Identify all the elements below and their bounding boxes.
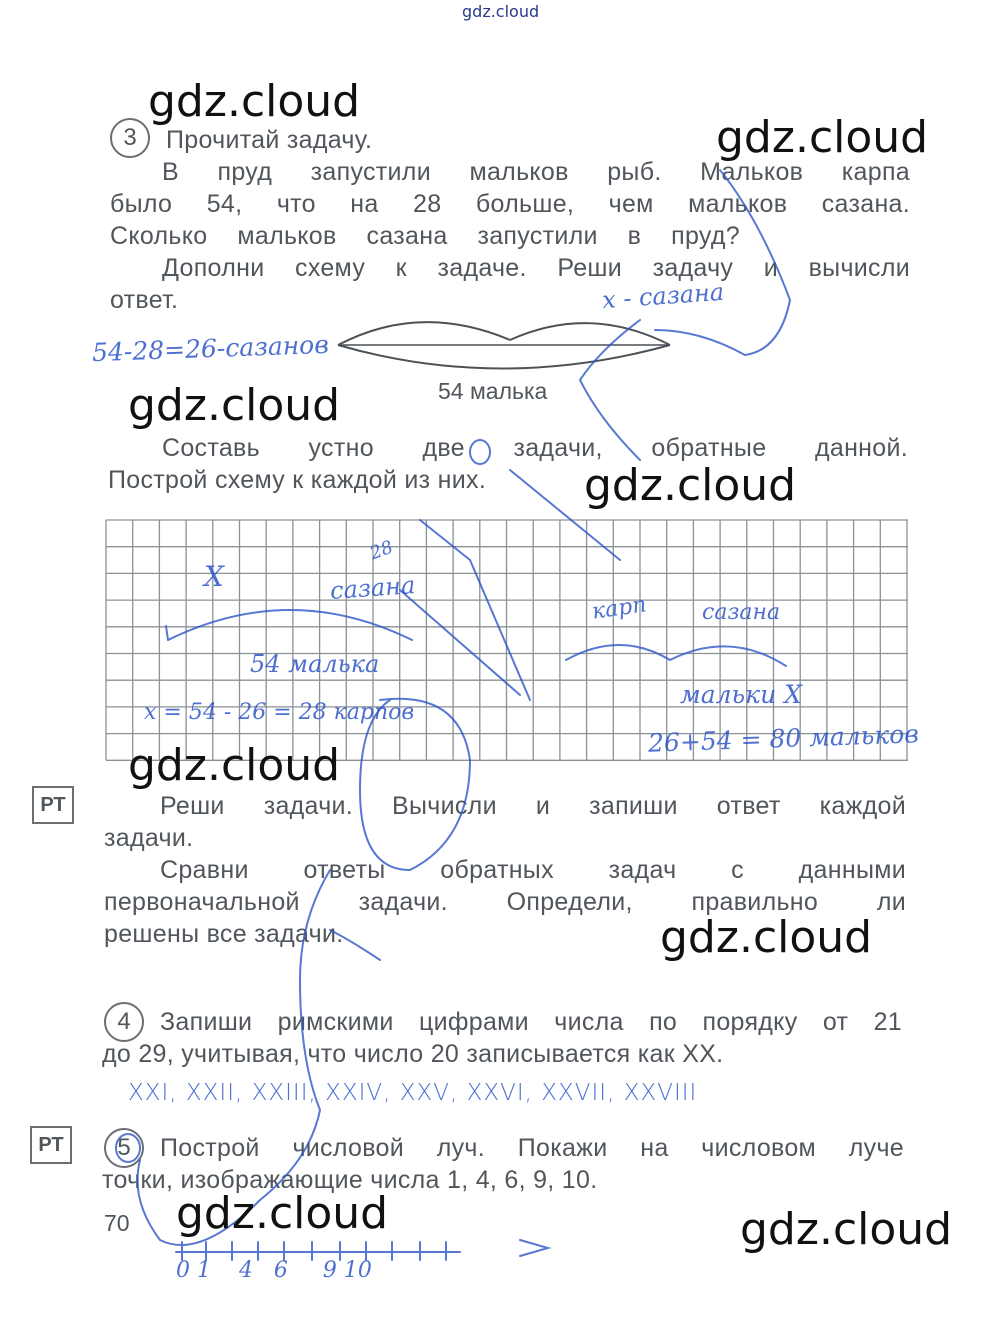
- watermark: gdz.cloud: [716, 112, 929, 163]
- hw-grid-eq1: х = 54 - 26 = 28 карпов: [144, 700, 415, 725]
- task3-problem-line: Сколько мальков сазана запустили в пруд?: [110, 222, 740, 250]
- task3-instruction-line: ответ.: [110, 286, 179, 314]
- top-watermark: gdz.cloud: [462, 2, 540, 21]
- watermark: gdz.cloud: [128, 380, 341, 431]
- hw-grid-sazana-left: сазана: [329, 571, 417, 605]
- rt-badge: РТ: [32, 786, 74, 824]
- hw-grid-malkov: мальки Х: [680, 680, 802, 709]
- watermark: gdz.cloud: [660, 912, 873, 963]
- hw-roman: XXI, XXII, XXIII, XXIV, XXV, XXVI, XXVII, XXVIII: [128, 1080, 698, 1106]
- task3-inverse-line: Составь устно две задачи, обратные данной.: [162, 434, 908, 462]
- task3-problem-line: было 54, что на 28 больше, чем мальков сазана.: [110, 190, 910, 218]
- rt-line: задачи.: [104, 824, 194, 852]
- task3-inverse-line: Построй схему к каждой из них.: [108, 466, 487, 494]
- rt-line: Сравни ответы обратных задач с данными: [160, 856, 906, 884]
- task4-line: до 29, учитывая, что число 20 записывается как XX.: [102, 1040, 724, 1068]
- task3-instruction-line: Дополни схему к задаче. Реши задачу и вычисли: [162, 254, 910, 282]
- hw-grid-54: 54 малька: [250, 650, 380, 678]
- watermark: gdz.cloud: [148, 76, 361, 127]
- hw-grid-sazana-right: сазана: [702, 600, 781, 625]
- scheme-label: 54 малька: [438, 378, 548, 404]
- task3-number: 3: [110, 118, 150, 158]
- rt-line: решены все задачи.: [104, 920, 344, 948]
- hw-grid-28: 28: [367, 536, 396, 565]
- task5-line: точки, изображающие числа 1, 4, 6, 9, 10.: [102, 1166, 598, 1194]
- task4-number: 4: [104, 1002, 144, 1042]
- hw-ray-numbers: 0 1 4 6 9 10: [176, 1258, 372, 1283]
- hw-x-sazana: х - сазана: [601, 277, 725, 315]
- task5-line: Построй числовой луч. Покажи на числовом луче: [160, 1134, 904, 1162]
- hw-solution: 54-28=26-сазанов: [91, 329, 330, 368]
- task4-line: Запиши римскими цифрами числа по порядку от 21: [160, 1008, 902, 1036]
- task3-heading: Прочитай задачу.: [166, 126, 373, 154]
- task3-problem-line: В пруд запустили мальков рыб. Мальков карпа: [162, 158, 910, 186]
- page-number: 70: [104, 1210, 130, 1236]
- task5-rt-badge: РТ: [30, 1126, 72, 1164]
- hw-grid-karp: карп: [590, 592, 648, 625]
- task5-number: 5: [104, 1128, 144, 1168]
- watermark: gdz.cloud: [176, 1188, 389, 1239]
- rt-line: Реши задачи. Вычисли и запиши ответ каждой: [160, 792, 906, 820]
- watermark: gdz.cloud: [740, 1204, 953, 1255]
- hw-grid-eq2: 26+54 = 80 мальков: [647, 719, 920, 758]
- rt-line: первоначальной задачи. Определи, правильно ли: [104, 888, 906, 916]
- watermark: gdz.cloud: [584, 460, 797, 511]
- hw-grid-x: Х: [204, 560, 224, 593]
- watermark: gdz.cloud: [128, 740, 341, 791]
